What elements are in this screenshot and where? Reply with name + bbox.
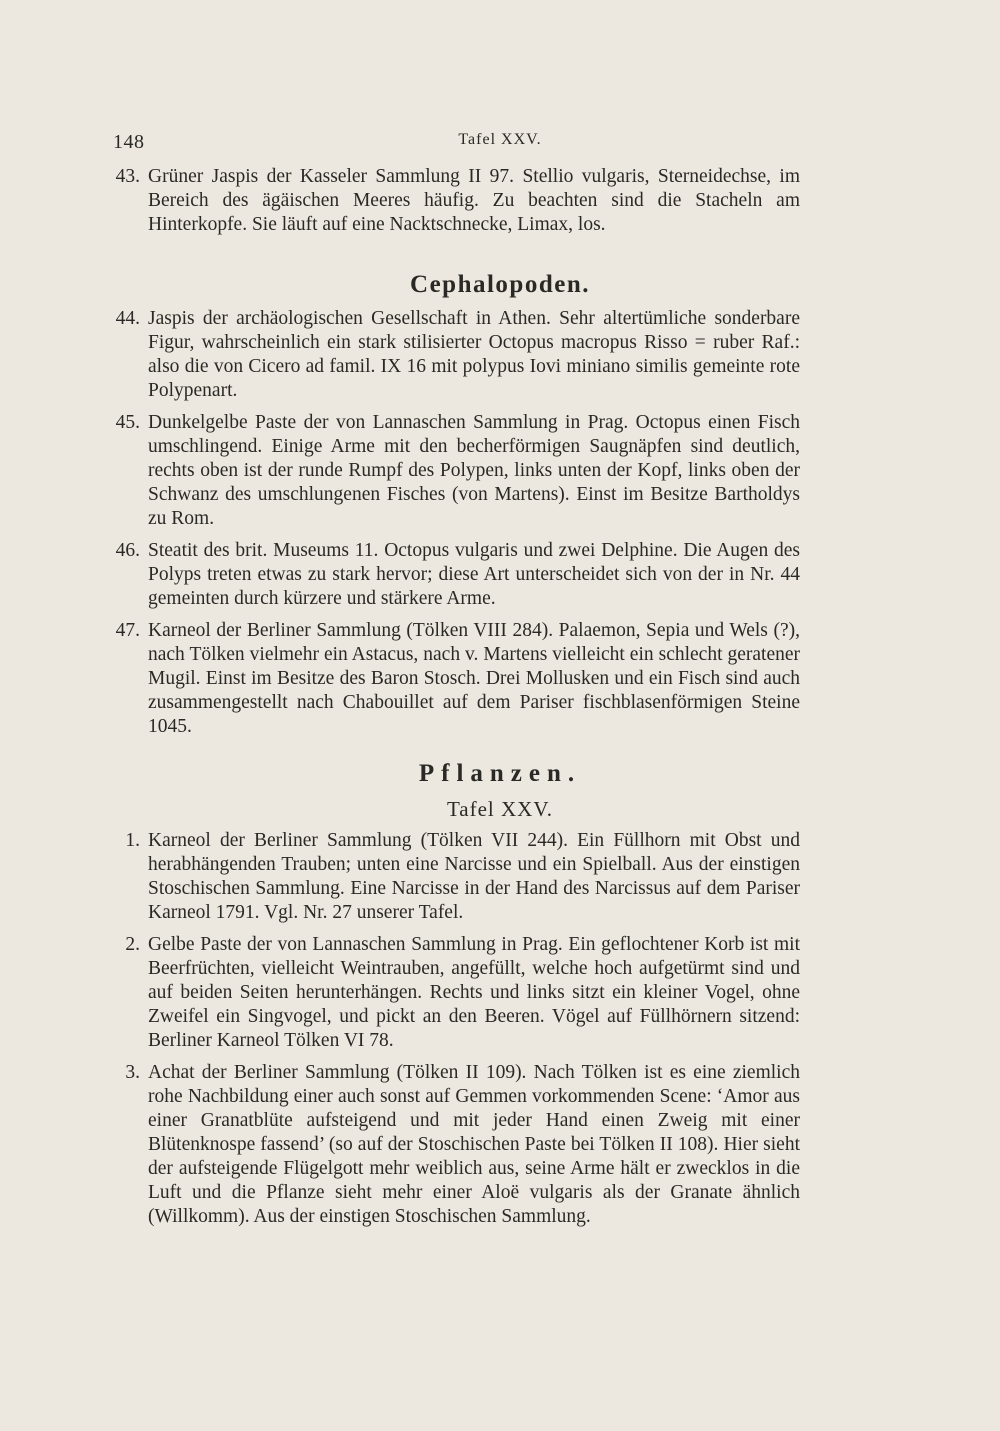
entry-46: [110, 539, 800, 611]
entry-number: 47.: [115, 620, 140, 641]
entry-text: Karneol der Berliner Sammlung (Tölken VII 244). Ein Füllhorn mit Obst und herabhängenden Trauben; unten eine Narcisse und ein Spielball. Aus der einstigen Stoschischen Sammlung. Eine Narcisse in der Hand des Narcissus auf dem Pariser Karneol 1791. Vgl. Nr. 27 unserer Tafel.: [148, 830, 800, 923]
entry-47: [110, 619, 800, 739]
entry-number: 43.: [115, 166, 140, 187]
entry-text: Dunkelgelbe Paste der von Lannaschen Sammlung in Prag. Octopus einen Fisch umschlingend. Einige Arme mit den becherförmigen Saugnäpfen sind deutlich, rechts oben ist der runde Rumpf des Polypen, links unten der Kopf, links oben der Schwanz des umschlungenen Fisches (von Martens). Einst im Besitze Bartholdys zu Rom.: [148, 412, 800, 529]
section-heading-cephalopoden: Cephalopoden.: [410, 271, 590, 298]
section-cephalopoden: [110, 307, 800, 747]
entry-number: 46.: [115, 540, 140, 561]
entry-text: Karneol der Berliner Sammlung (Tölken VIII 284). Palaemon, Sepia und Wels (?), nach Tölken vielmehr ein Astacus, nach v. Martens vielleicht ein schlecht geratener Mugil. Einst im Besitze des Baron Stosch. Drei Mollusken und ein Fisch sind auch zusammengestellt nach Chabouillet auf dem Pariser fischblasenförmigen Steine 1045.: [148, 620, 800, 737]
entry-3: [110, 1061, 800, 1229]
entry-text: Gelbe Paste der von Lannaschen Sammlung in Prag. Ein geflochtener Korb ist mit Beerfrüchten, vielleicht Weintrauben, angefüllt, welche hoch aufgetürmt sind und auf beiden Seiten herunterhängen. Rechts und links sitzt ein kleiner Vogel, ohne Zweifel ein Singvogel, und pickt an den Beeren. Vögel auf Füllhörnern sitzend: Berliner Karneol Tölken VI 78.: [148, 934, 800, 1051]
entry-text: Jaspis der archäologischen Gesellschaft in Athen. Sehr altertümliche sonderbare Figur, wahrscheinlich ein stark stilisierter Octopus macropus Risso = ruber Raf.: also die von Cicero ad famil. IX 16 mit polypus Iovi miniano similis gemeinte rote Polypenart.: [148, 308, 800, 401]
section-heading-pflanzen: Pflanzen.: [418, 760, 582, 787]
entry-44: [110, 307, 800, 403]
entry-number: 45.: [115, 412, 140, 433]
entry-43: [110, 165, 800, 237]
entry-text: Achat der Berliner Sammlung (Tölken II 109). Nach Tölken ist es eine ziemlich rohe Nachbildung einer auch sonst auf Gemmen vorkommenden Scene: ‘Amor aus einer Granatblüte aufsteigend und mit jeder Hand einen Zweig mit einer Blütenknospe fassend’ (so auf der Stoschischen Paste bei Tölken II 108). Hier sieht der aufsteigende Flügelgott mehr weiblich aus, seine Arme hält er zwecklos in die Luft und die Pflanze sieht mehr einer Aloë vulgaris als der Granate ähnlich (Willkomm). Aus der einstigen Stoschischen Sammlung.: [148, 1062, 800, 1227]
entry-number: 2.: [125, 934, 140, 955]
entry-number: 44.: [115, 308, 140, 329]
entry-text: Grüner Jaspis der Kasseler Sammlung II 97. Stellio vulgaris, Sterneidechse, im Bereich des ägäischen Meeres häufig. Zu beachten sind die Stacheln am Hinterkopfe. Sie läuft auf eine Nacktschnecke, Limax, los.: [148, 166, 800, 235]
entry-1: [110, 829, 800, 925]
entry-2: [110, 933, 800, 1053]
entry-text: Steatit des brit. Museums 11. Octopus vulgaris und zwei Delphine. Die Augen des Polyps treten etwas zu stark hervor; diese Art unterscheidet sich von der in Nr. 44 gemeinten durch kürzere und stärkere Arme.: [148, 540, 800, 609]
running-head: Tafel XXV.: [458, 131, 542, 148]
section-top: [110, 165, 800, 245]
entry-number: 1.: [125, 830, 140, 851]
entry-number: 3.: [125, 1062, 140, 1083]
section-subheading-tafel: Tafel XXV.: [446, 797, 554, 821]
section-pflanzen: [110, 829, 800, 1237]
entry-45: [110, 411, 800, 531]
page-number: 148: [113, 131, 145, 153]
